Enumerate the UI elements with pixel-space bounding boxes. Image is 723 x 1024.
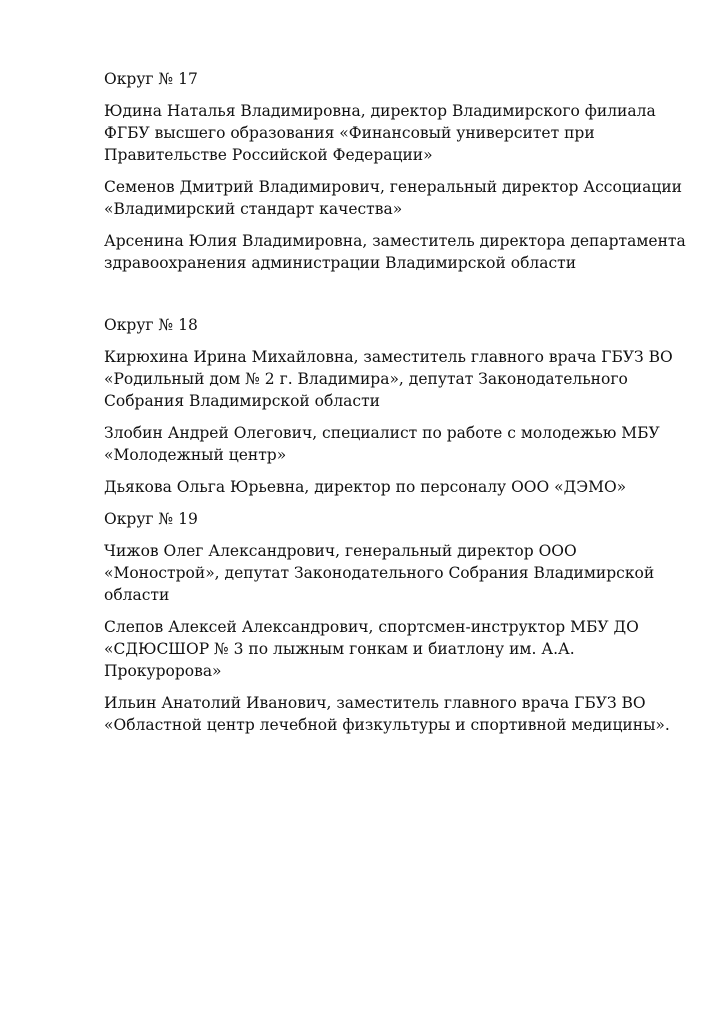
- entry-line: Дьякова Ольга Юрьевна, директор по персоналу ООО «ДЭМО»: [104, 478, 627, 496]
- candidate-entry: [104, 476, 704, 498]
- entry-line: «Владимирский стандарт качества»: [104, 200, 403, 218]
- entry-line: «Родильный дом № 2 г. Владимира», депутат Законодательного: [104, 370, 628, 388]
- entry-line: здравоохранения администрации Владимирской области: [104, 254, 577, 272]
- entry-line: Чижов Олег Александрович, генеральный директор ООО: [104, 542, 577, 560]
- entry-line: Слепов Алексей Александрович, спортсмен-инструктор МБУ ДО: [104, 618, 639, 636]
- district-heading: Округ № 17: [104, 70, 198, 88]
- entry-line: Злобин Андрей Олегович, специалист по работе с молодежью МБУ: [104, 424, 660, 442]
- entry-line: «СДЮСШОР № 3 по лыжным гонкам и биатлону им. А.А.: [104, 640, 575, 658]
- section-spacer: [104, 284, 704, 314]
- entry-line: Ильин Анатолий Иванович, заместитель главного врача ГБУЗ ВО: [104, 694, 646, 712]
- entry-line: «Монострой», депутат Законодательного Собрания Владимирской: [104, 564, 655, 582]
- candidate-entry: [104, 230, 704, 274]
- entry-line: «Областной центр лечебной физкультуры и спортивной медицины».: [104, 716, 670, 734]
- entry-line: Кирюхина Ирина Михайловна, заместитель главного врача ГБУЗ ВО: [104, 348, 673, 366]
- district-heading: Округ № 19: [104, 510, 198, 528]
- entry-line: области: [104, 586, 170, 604]
- entry-line: Юдина Наталья Владимировна, директор Владимирского филиала: [104, 102, 656, 120]
- candidate-entry: [104, 692, 704, 736]
- entry-line: ФГБУ высшего образования «Финансовый университет при: [104, 124, 595, 142]
- candidate-entry: [104, 616, 704, 682]
- district-heading: Округ № 18: [104, 316, 198, 334]
- document-page: [104, 68, 704, 746]
- candidate-entry: [104, 540, 704, 606]
- entry-line: Правительстве Российской Федерации»: [104, 146, 433, 164]
- candidate-entry: [104, 176, 704, 220]
- candidate-entry: [104, 422, 704, 466]
- candidate-entry: [104, 100, 704, 166]
- entry-line: Прокуророва»: [104, 662, 222, 680]
- entry-line: Арсенина Юлия Владимировна, заместитель директора департамента: [104, 232, 686, 250]
- entry-line: Семенов Дмитрий Владимирович, генеральный директор Ассоциации: [104, 178, 682, 196]
- entry-line: «Молодежный центр»: [104, 446, 287, 464]
- entry-line: Собрания Владимирской области: [104, 392, 381, 410]
- candidate-entry: [104, 346, 704, 412]
